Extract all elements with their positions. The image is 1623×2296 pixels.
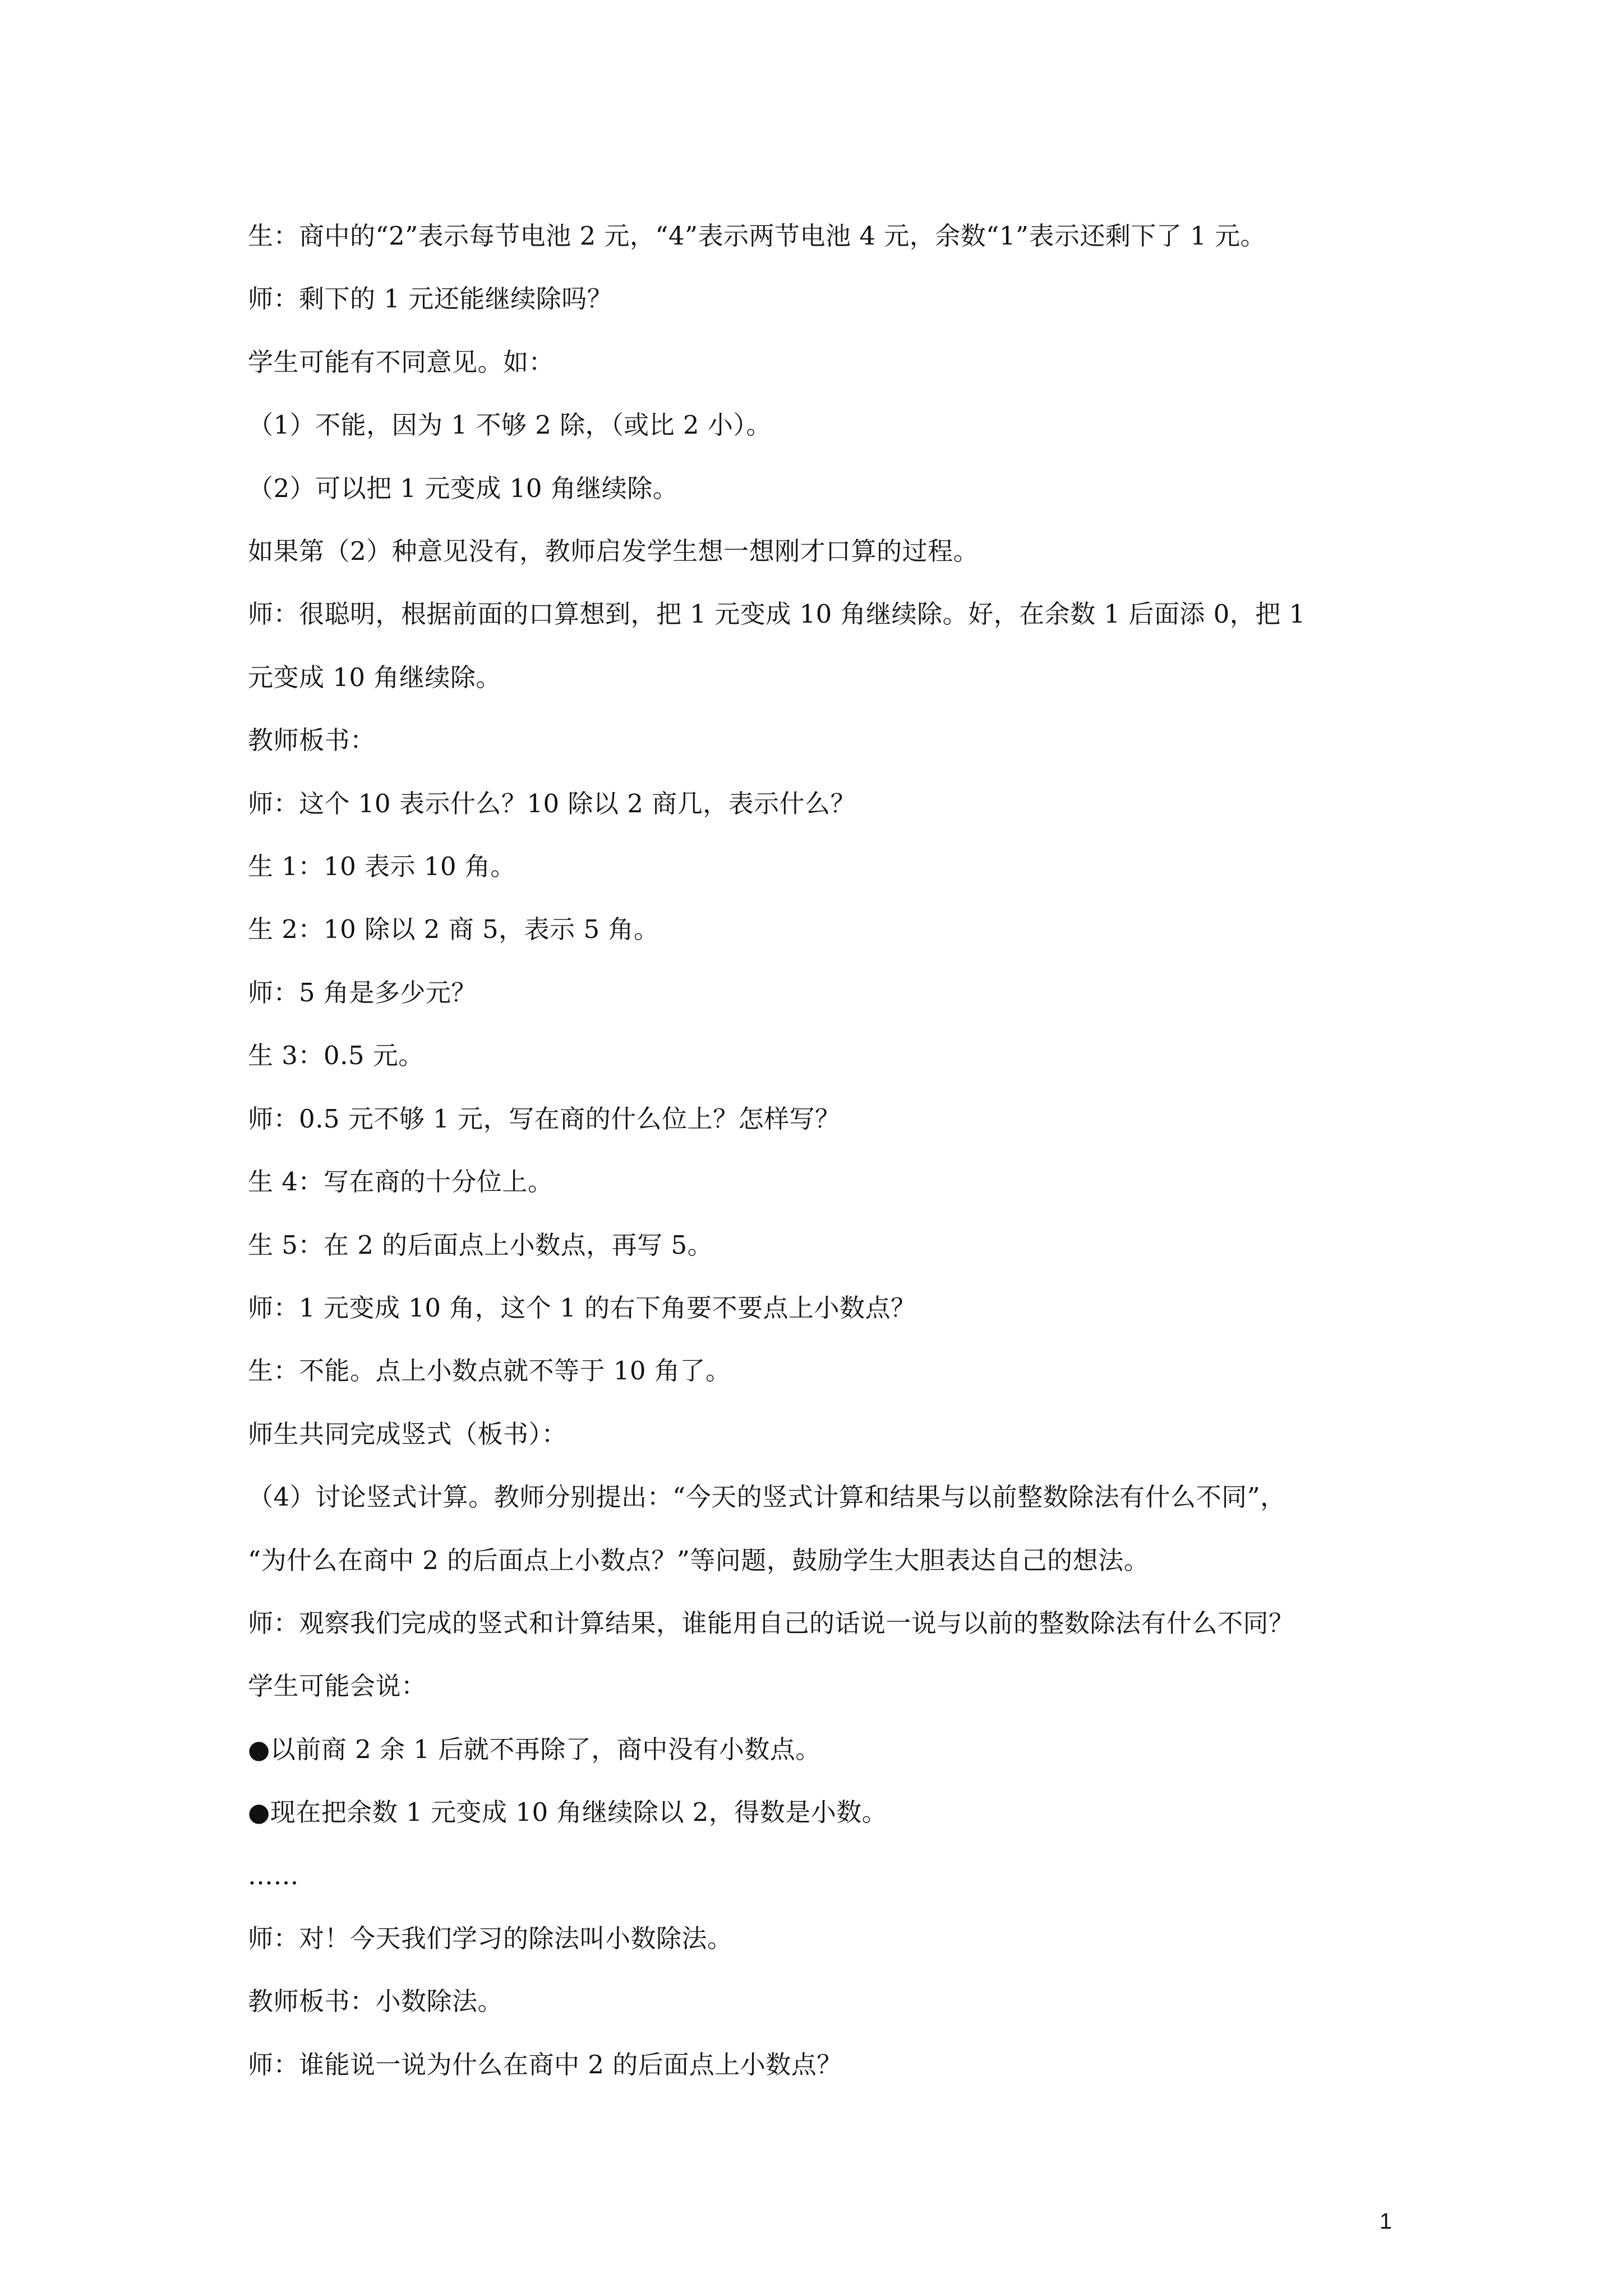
ellipsis-line: …… bbox=[248, 1860, 299, 1890]
text-line: 学生可能会说： bbox=[248, 1671, 427, 1701]
text-line: 生：商中的“2”表示每节电池 2 元，“4”表示两节电池 4 元，余数“1”表示还剩下了 1 元。 bbox=[248, 221, 1266, 251]
text-line: 如果第（2）种意见没有，教师启发学生想一想刚才口算的过程。 bbox=[248, 536, 979, 567]
text-line: 师：剩下的 1 元还能继续除吗？ bbox=[248, 284, 613, 314]
text-line: 生 1：10 表示 10 角。 bbox=[248, 852, 516, 882]
text-line: 师：5 角是多少元？ bbox=[248, 977, 477, 1007]
text-line: 师：谁能说一说为什么在商中 2 的后面点上小数点？ bbox=[248, 2049, 842, 2079]
text-line: 生：不能。点上小数点就不等于 10 角了。 bbox=[248, 1356, 731, 1386]
text-line: 师：0.5 元不够 1 元，写在商的什么位上？怎样写？ bbox=[248, 1103, 841, 1134]
text-line: 师：对！今天我们学习的除法叫小数除法。 bbox=[248, 1923, 733, 1953]
page-number: 1 bbox=[1379, 2209, 1392, 2234]
text-line: 师：这个 10 表示什么？10 除以 2 商几，表示什么？ bbox=[248, 788, 856, 818]
bullet-line: ●现在把余数 1 元变成 10 角继续除以 2，得数是小数。 bbox=[248, 1797, 888, 1828]
text-line: “为什么在商中 2 的后面点上小数点？”等问题，鼓励学生大胆表达自己的想法。 bbox=[248, 1545, 1150, 1575]
text-line: 教师板书：小数除法。 bbox=[248, 1986, 504, 2017]
text-line: 师生共同完成竖式（板书）： bbox=[248, 1419, 568, 1449]
document-body bbox=[248, 205, 1386, 2096]
text-line: 师：很聪明，根据前面的口算想到，把 1 元变成 10 角继续除。好，在余数 1 后面添 0，把 1 bbox=[248, 599, 1306, 629]
text-line: 生 2：10 除以 2 商 5，表示 5 角。 bbox=[248, 914, 660, 945]
text-line: 教师板书： bbox=[248, 725, 376, 756]
text-line: 师：1 元变成 10 角，这个 1 的右下角要不要点上小数点？ bbox=[248, 1292, 916, 1323]
text-line: 生 3：0.5 元。 bbox=[248, 1041, 424, 1071]
text-line: 元变成 10 角继续除。 bbox=[248, 662, 501, 692]
text-line: （2）可以把 1 元变成 10 角继续除。 bbox=[248, 473, 679, 503]
text-line: 学生可能有不同意见。如： bbox=[248, 347, 555, 377]
text-line: （1）不能，因为 1 不够 2 除，（或比 2 小）。 bbox=[248, 410, 772, 440]
text-line: 师：观察我们完成的竖式和计算结果，谁能用自己的话说一说与以前的整数除法有什么不同？ bbox=[248, 1608, 1294, 1638]
text-line: 生 4：写在商的十分位上。 bbox=[248, 1167, 554, 1197]
bullet-line: ●以前商 2 余 1 后就不再除了，商中没有小数点。 bbox=[248, 1734, 821, 1764]
text-line: 生 5：在 2 的后面点上小数点，再写 5。 bbox=[248, 1230, 713, 1260]
text-line: （4）讨论竖式计算。教师分别提出：“今天的竖式计算和结果与以前整数除法有什么不同”， bbox=[248, 1482, 1286, 1512]
